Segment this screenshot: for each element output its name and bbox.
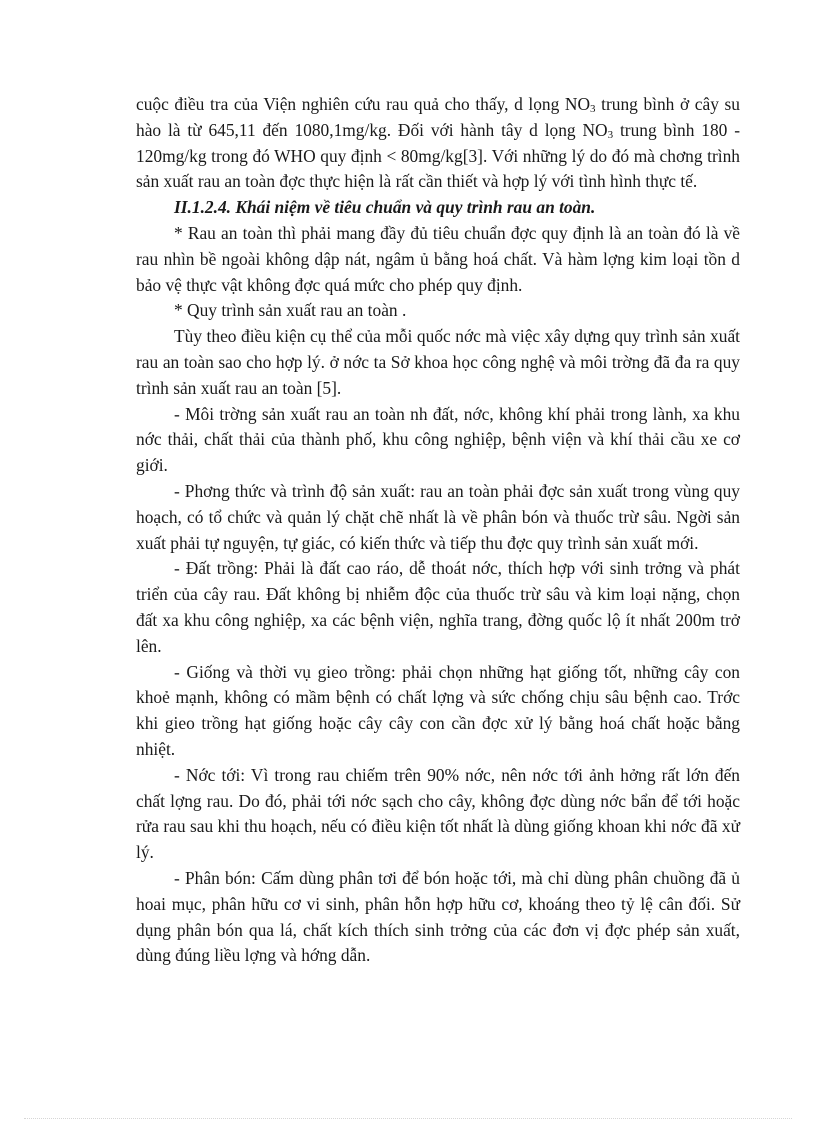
- paragraph-irrigation-water: - Nớc tới: Vì trong rau chiếm trên 90% nớc, nên nớc tới ảnh hởng rất lớn đến chất lợng rau. Do đó, phải tới nớc sạch cho cây, không đợc dùng nớc bẩn để tới hoặc rửa rau sau khi thu hoạch, nếu có điều kiện tốt nhất là dùng giống khoan khi nớc đã xử lý.: [136, 764, 740, 863]
- intro-text-part-2: trung bình ở cây su hào là từ 645,11 đến 1080,1mg/kg. Đối với hành tây d lọng NO: [136, 94, 740, 140]
- document-body: [136, 92, 740, 969]
- section-heading: II.1.2.4. Khái niệm về tiêu chuẩn và quy trình rau an toàn.: [174, 197, 596, 218]
- intro-text-part-3: trung bình 180 - 120mg/kg trong đó WHO quy định < 80mg/kg[3]. Với những lý do đó mà chơng trình sản xuất rau an toàn đợc thực hiện là rất cần thiết và hợp lý với tình hình thực tế.: [136, 119, 740, 192]
- paragraph-fertilizer: - Phân bón: Cấm dùng phân tơi để bón hoặc tới, mà chỉ dùng phân chuồng đã ủ hoai mục, phân hữu cơ vi sinh, phân hỗn hợp hữu cơ, khoáng theo tỷ lệ cân đối. Sử dụng phân bón qua lá, chất kích thích sinh trởng của các đơn vị đợc phép sản xuất, dùng đúng liều lợng và hớng dẫn.: [136, 867, 740, 966]
- nitrate-subscript-2: 3: [607, 128, 614, 141]
- paragraph-process-context: Tùy theo điều kiện cụ thể của mỗi quốc nớc mà việc xây dựng quy trình sản xuất rau an toàn sao cho hợp lý. ở nớc ta Sở khoa học công nghệ và môi trờng đã đa ra quy trình sản xuất rau an toàn [5].: [136, 326, 740, 398]
- intro-text-part-1: cuộc điều tra của Viện nghiên cứu rau quả cho thấy, d lọng NO: [136, 94, 591, 114]
- nitrate-subscript-1: 3: [590, 103, 596, 115]
- page-bottom-divider: [24, 1118, 792, 1119]
- paragraph-production-process-title: * Quy trình sản xuất rau an toàn .: [174, 300, 407, 321]
- paragraph-seeds-season: - Giống và thời vụ gieo trồng: phải chọn những hạt giống tốt, những cây con khoẻ mạnh, không có mầm bệnh có chất lợng và sức chống chịu sâu bệnh cao. Trớc khi gieo trồng hạt giống hoặc cây cây con cần đợc xử lý bằng hoá chất hoặc bằng nhiệt.: [136, 661, 740, 759]
- paragraph-safe-vegetable-definition: * Rau an toàn thì phải mang đầy đủ tiêu chuẩn đợc quy định là an toàn đó là về rau nhìn bề ngoài không dập nát, ngâm ủ bằng hoá chất. Và hàm lợng kim loại tồn d bảo vệ thực vật không đợc quá mức cho phép quy định.: [136, 222, 740, 295]
- paragraph-intro-nitrate: [136, 92, 740, 195]
- paragraph-soil: - Đất trồng: Phải là đất cao ráo, dễ thoát nớc, thích hợp với sinh trởng và phát triển của cây rau. Đất không bị nhiễm độc của thuốc trừ sâu và kim loại nặng, chọn đất xa khu công nghiệp, xa các bệnh viện, nghĩa trang, đờng quốc lộ ít nhất 200m trở lên.: [136, 558, 740, 656]
- paragraph-production-method: - Phơng thức và trình độ sản xuất: rau an toàn phải đợc sản xuất trong vùng quy hoạch, có tổ chức và quản lý chặt chẽ nhất là về phân bón và thuốc trừ sâu. Ngời sản xuất phải tự nguyện, tự giác, có kiến thức và tiếp thu đợc quy trình sản xuất mới.: [136, 480, 740, 553]
- paragraph-environment: - Môi trờng sản xuất rau an toàn nh đất, nớc, không khí phải trong lành, xa khu nớc thải, chất thải của thành phố, khu công nghiệp, bệnh viện và khí thải cầu xe cơ giới.: [136, 403, 740, 476]
